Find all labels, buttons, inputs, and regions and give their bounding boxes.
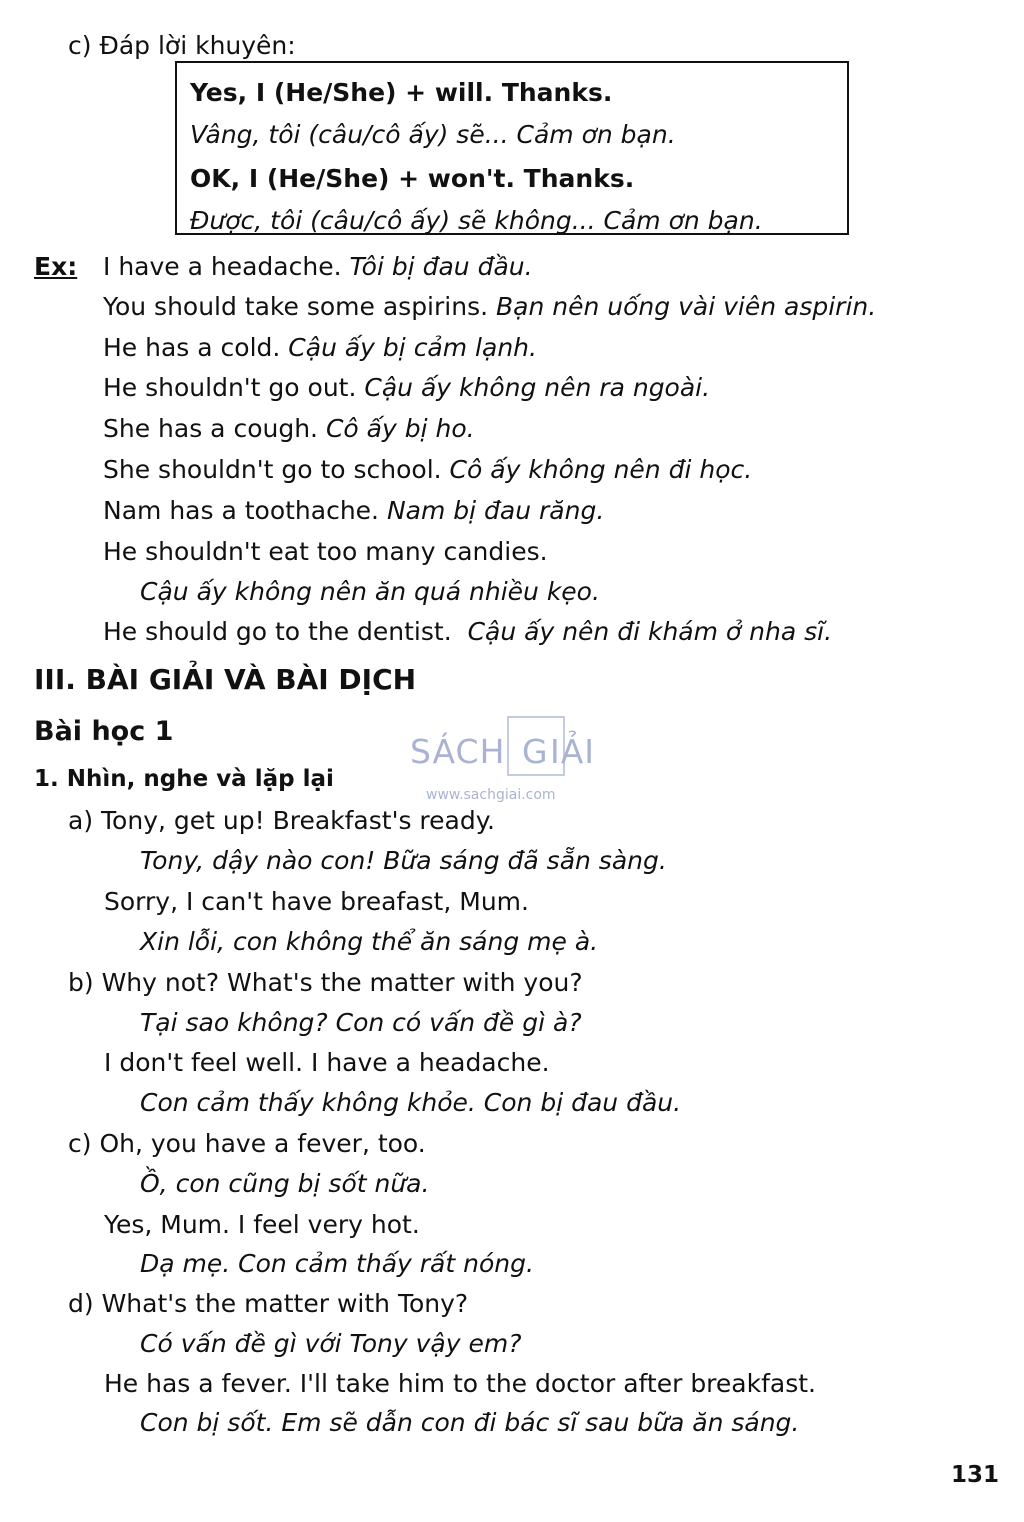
dialogue-prefix: b) [68,968,94,997]
watermark-letter: G [522,732,549,771]
page-number: 131 [951,1462,1000,1488]
example-vi: Cậu ấy nên đi khám ở nha sĩ. [467,617,833,646]
reply-box-line-1: Yes, I (He/She) + will. Thanks. [190,78,613,107]
example-en: She has a cough. [103,414,318,443]
example-vi: Nam bị đau răng. [386,496,605,525]
dialogue-en: Yes, Mum. I feel very hot. [104,1210,420,1239]
example-vi: Cậu ấy bị cảm lạnh. [288,333,537,362]
dialogue-en: Sorry, I can't have breafast, Mum. [104,887,529,916]
example-line [103,454,752,486]
dialogue-vi: Xin lỗi, con không thể ăn sáng mẹ à. [140,927,599,956]
watermark-url: www.sachgiai.com [426,787,556,803]
dialogue-prefix: c) [68,1129,92,1158]
dialogue-prefix: d) [68,1289,94,1318]
example-en: He should go to the dentist. [103,617,452,646]
example-vi: Cô ấy bị ho. [325,414,475,443]
dialogue-en: I don't feel well. I have a headache. [104,1048,550,1077]
example-en: He shouldn't go out. [103,373,357,402]
reply-box-line-3: OK, I (He/She) + won't. Thanks. [190,164,635,193]
dialogue-en: He has a fever. I'll take him to the doctor after breakfast. [104,1369,816,1398]
example-line [103,291,876,323]
example-line [103,251,533,283]
exercise-title: 1. Nhìn, nghe và lặp lại [34,766,334,792]
example-vi: Cô ấy không nên đi học. [449,455,753,484]
dialogue-vi: Có vấn đề gì với Tony vậy em? [140,1329,522,1358]
example-line [103,372,710,404]
example-label: Ex: [34,252,78,281]
reply-box-line-2: Vâng, tôi (câu/cô ấy) sẽ... Cảm ơn bạn. [190,120,676,149]
example-line [103,616,832,648]
watermark-word-left: SÁCH [410,732,506,771]
example-en: He has a cold. [103,333,281,362]
example-line [103,332,537,364]
lesson-title: Bài học 1 [34,716,174,747]
example-vi: Cậu ấy không nên ra ngoài. [364,373,711,402]
dialogue-line [68,967,583,999]
dialogue-en: Tony, get up! Breakfast's ready. [101,806,495,835]
dialogue-line [68,805,495,837]
dialogue-line [68,1128,426,1160]
dialogue-vi: Tại sao không? Con có vấn đề gì à? [140,1008,582,1037]
example-line [103,495,604,527]
example-en: She shouldn't go to school. [103,455,442,484]
dialogue-vi: Con cảm thấy không khỏe. Con bị đau đầu. [140,1088,682,1117]
watermark [410,712,620,812]
dialogue-vi: Dạ mẹ. Con cảm thấy rất nóng. [140,1249,534,1278]
watermark-word-right: IẢI [550,732,596,771]
example-en: I have a headache. [103,252,342,281]
dialogue-en: Oh, you have a fever, too. [99,1129,426,1158]
example-en: You should take some aspirins. [103,292,489,321]
dialogue-en: Why not? What's the matter with you? [101,968,583,997]
example-vi: Cậu ấy không nên ăn quá nhiều kẹo. [140,577,600,606]
section-title: III. BÀI GIẢI VÀ BÀI DỊCH [34,663,417,696]
example-vi: Tôi bị đau đầu. [349,252,533,281]
dialogue-line [68,1288,468,1320]
reply-heading: c) Đáp lời khuyên: [68,31,296,60]
dialogue-vi: Con bị sốt. Em sẽ dẫn con đi bác sĩ sau bữa ăn sáng. [140,1408,800,1437]
dialogue-vi: Ồ, con cũng bị sốt nữa. [140,1169,430,1198]
example-line [103,413,475,445]
dialogue-prefix: a) [68,806,94,835]
dialogue-vi: Tony, dậy nào con! Bữa sáng đã sẵn sàng. [140,846,667,875]
reply-box-line-4: Được, tôi (câu/cô ấy) sẽ không... Cảm ơn bạn. [190,206,763,235]
example-en: Nam has a toothache. [103,496,380,525]
dialogue-en: What's the matter with Tony? [101,1289,469,1318]
example-vi: Bạn nên uống vài viên aspirin. [496,292,877,321]
example-en: He shouldn't eat too many candies. [103,537,548,566]
